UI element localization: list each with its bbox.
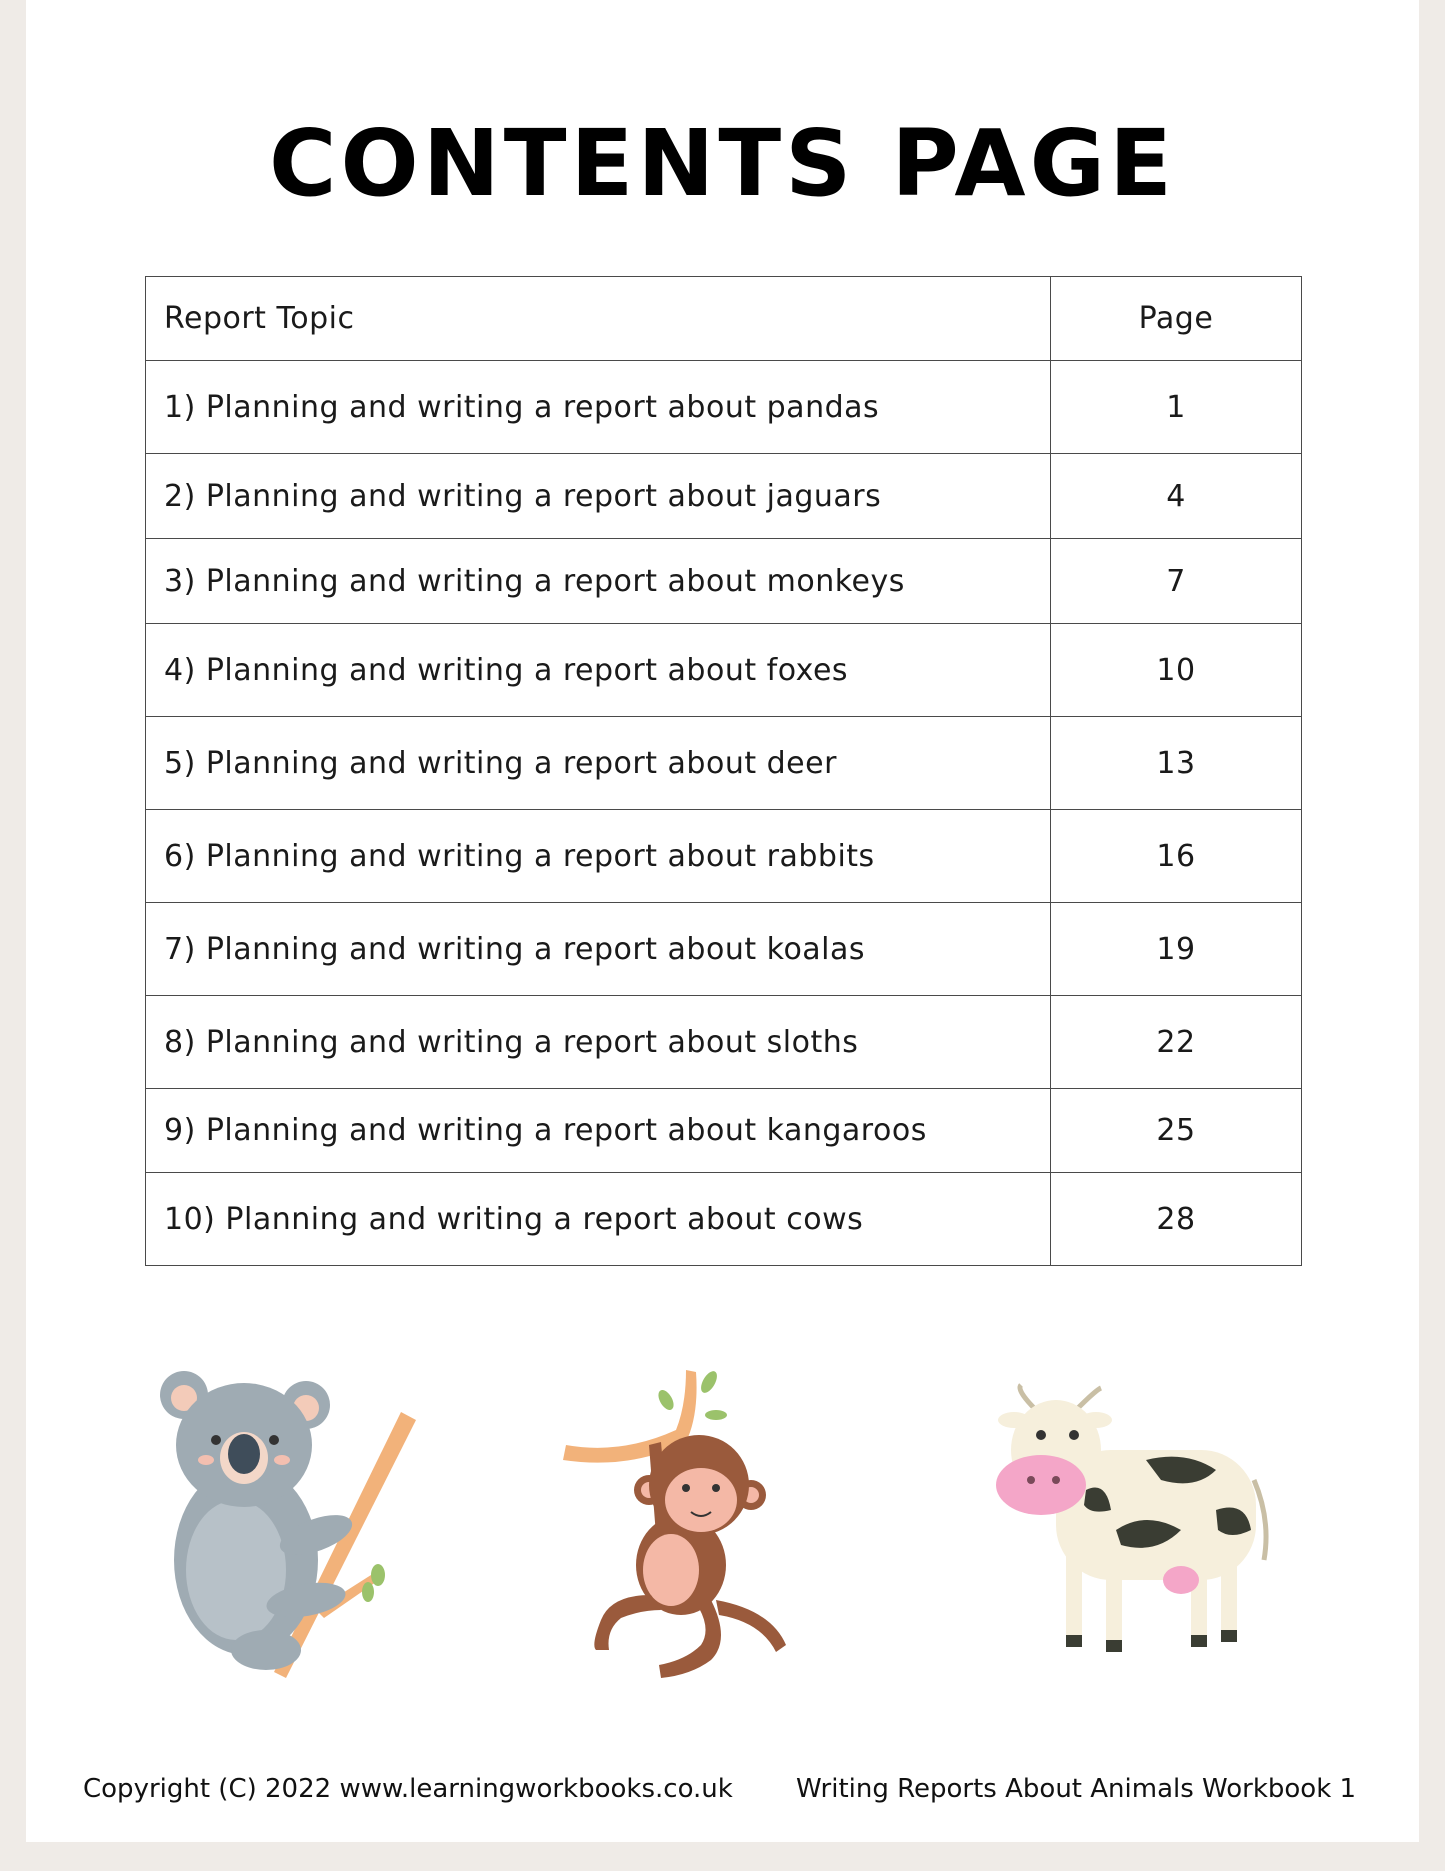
row-topic: 8) Planning and writing a report about sloths — [146, 996, 1051, 1089]
row-topic: 7) Planning and writing a report about koalas — [146, 903, 1051, 996]
row-page: 1 — [1051, 361, 1302, 454]
row-topic: 4) Planning and writing a report about foxes — [146, 624, 1051, 717]
row-page: 28 — [1051, 1173, 1302, 1266]
row-topic: 1) Planning and writing a report about pandas — [146, 361, 1051, 454]
table-row — [146, 624, 1302, 717]
row-topic: 10) Planning and writing a report about cows — [146, 1173, 1051, 1266]
row-page: 22 — [1051, 996, 1302, 1089]
table-row — [146, 539, 1302, 624]
monkey-illustration — [561, 1360, 821, 1690]
workbook-title-footer: Writing Reports About Animals Workbook 1 — [796, 1774, 1357, 1804]
row-page: 7 — [1051, 539, 1302, 624]
table-row — [146, 996, 1302, 1089]
table-row — [146, 903, 1302, 996]
table-row — [146, 717, 1302, 810]
row-page: 16 — [1051, 810, 1302, 903]
table-header-row — [146, 277, 1302, 361]
header-report-topic: Report Topic — [146, 277, 1051, 361]
header-page: Page — [1051, 277, 1302, 361]
cow-illustration — [996, 1380, 1286, 1680]
row-page: 4 — [1051, 454, 1302, 539]
row-topic: 6) Planning and writing a report about rabbits — [146, 810, 1051, 903]
row-page: 10 — [1051, 624, 1302, 717]
table-row — [146, 1089, 1302, 1173]
table-row — [146, 1173, 1302, 1266]
animal-illustrations — [26, 1360, 1419, 1690]
row-topic: 3) Planning and writing a report about monkeys — [146, 539, 1051, 624]
copyright-text: Copyright (C) 2022 www.learningworkbooks.co.uk — [83, 1774, 733, 1804]
row-topic: 2) Planning and writing a report about jaguars — [146, 454, 1051, 539]
row-topic: 9) Planning and writing a report about kangaroos — [146, 1089, 1051, 1173]
table-row — [146, 361, 1302, 454]
koala-illustration — [156, 1360, 446, 1690]
table-row — [146, 810, 1302, 903]
workbook-page — [26, 0, 1419, 1842]
row-page: 19 — [1051, 903, 1302, 996]
table-row — [146, 454, 1302, 539]
row-page: 25 — [1051, 1089, 1302, 1173]
page-title: CONTENTS PAGE — [269, 110, 1176, 217]
row-topic: 5) Planning and writing a report about deer — [146, 717, 1051, 810]
row-page: 13 — [1051, 717, 1302, 810]
contents-table — [145, 276, 1302, 1266]
